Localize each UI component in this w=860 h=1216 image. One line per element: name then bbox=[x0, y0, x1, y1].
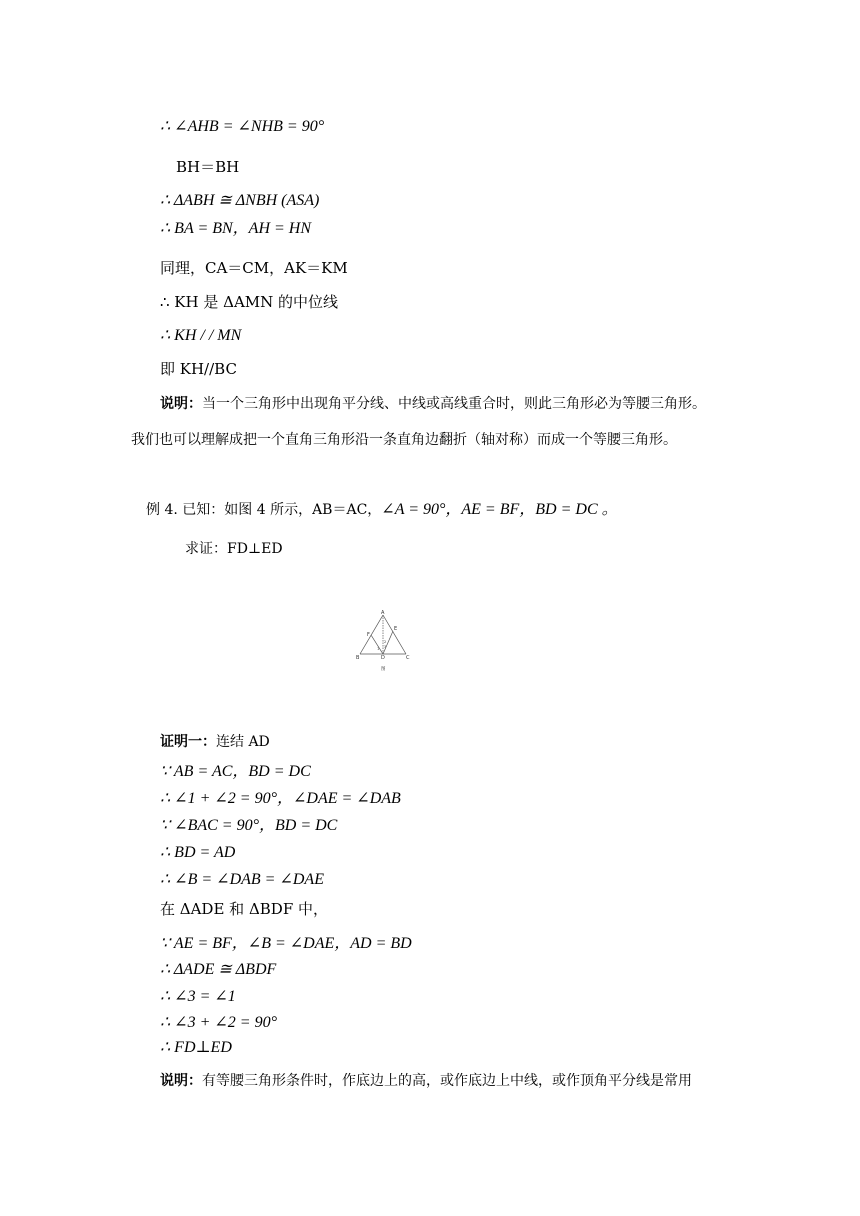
note-text: 有等腰三角形条件时，作底边上的高，或作底边上中线，或作顶角平分线是常用 bbox=[202, 1073, 692, 1089]
segment-fd bbox=[371, 635, 383, 654]
proof-line: ∴ ∠1 + ∠2 = 90°，∠DAE = ∠DAB bbox=[160, 790, 401, 807]
angle-label-2: 2 bbox=[384, 640, 387, 644]
label-e: E bbox=[394, 626, 398, 632]
triangle-figure bbox=[355, 607, 415, 675]
example-conditions: ∠A = 90°，AE = BF，BD = DC 。 bbox=[381, 501, 618, 518]
label-d: D bbox=[381, 655, 385, 661]
proof-line: ∵ AB = AC，BD = DC bbox=[160, 763, 311, 780]
proof-line: ∴ ∠3 + ∠2 = 90° bbox=[160, 1014, 277, 1031]
proof-line: ∴ BD = AD bbox=[160, 844, 236, 861]
proof-line: 同理，CA＝CM，AK＝KM bbox=[160, 259, 348, 277]
proof-line: ∴ KH / / MN bbox=[160, 327, 242, 344]
label-a: A bbox=[381, 610, 385, 616]
angle-label-3: 3 bbox=[384, 645, 387, 649]
proof-line: ∴ BA = BN，AH = HN bbox=[160, 220, 312, 237]
note-text: 当一个三角形中出现角平分线、中线或高线重合时，则此三角形必为等腰三角形。 bbox=[202, 396, 706, 412]
side-ac bbox=[383, 615, 406, 654]
label-c: C bbox=[406, 655, 410, 661]
proof-line: ∴ ΔADE ≅ ΔBDF bbox=[160, 961, 277, 978]
proof-line: ∵ AE = BF，∠B = ∠DAE，AD = BD bbox=[160, 935, 412, 952]
label-b: B bbox=[356, 655, 360, 661]
proof-line: ∵ ∠BAC = 90°，BD = DC bbox=[160, 817, 338, 834]
proof-line: ∴ ΔABH ≅ ΔNBH (ASA) bbox=[160, 192, 320, 209]
note-label: 说明： bbox=[160, 1073, 202, 1089]
proof-line: ∴ FD⊥ED bbox=[160, 1039, 232, 1056]
note-paragraph-cont: 我们也可以理解成把一个直角三角形沿一条直角边翻折（轴对称）而成一个等腰三角形。 bbox=[131, 432, 677, 448]
proof-line: BH＝BH bbox=[176, 158, 240, 176]
angle-label-1: 1 bbox=[377, 647, 380, 651]
note-label: 说明： bbox=[160, 396, 202, 412]
note-paragraph bbox=[160, 1071, 692, 1091]
label-f: F bbox=[367, 632, 370, 638]
note-paragraph bbox=[160, 394, 706, 414]
proof-title: 连结 AD bbox=[216, 734, 270, 750]
proof-line: 即 KH//BC bbox=[160, 360, 237, 378]
proof-line: ∴ ∠AHB = ∠NHB = 90° bbox=[160, 118, 325, 135]
example-prefix: 例 4. 已知：如图 4 所示，AB＝AC， bbox=[146, 502, 382, 518]
proof-line: ∴ KH 是 ΔAMN 的中位线 bbox=[160, 293, 339, 311]
proof-line: ∴ ∠3 = ∠1 bbox=[160, 988, 236, 1005]
prove-statement: 求证：FD⊥ED bbox=[185, 541, 283, 557]
proof-label: 证明一： bbox=[160, 734, 216, 750]
proof-line: 在 ΔADE 和 ΔBDF 中， bbox=[160, 900, 329, 918]
figure-caption: 图 bbox=[381, 667, 386, 672]
proof-line: ∴ ∠B = ∠DAB = ∠DAE bbox=[160, 871, 324, 888]
example-statement bbox=[146, 500, 618, 520]
proof-heading bbox=[160, 732, 270, 752]
